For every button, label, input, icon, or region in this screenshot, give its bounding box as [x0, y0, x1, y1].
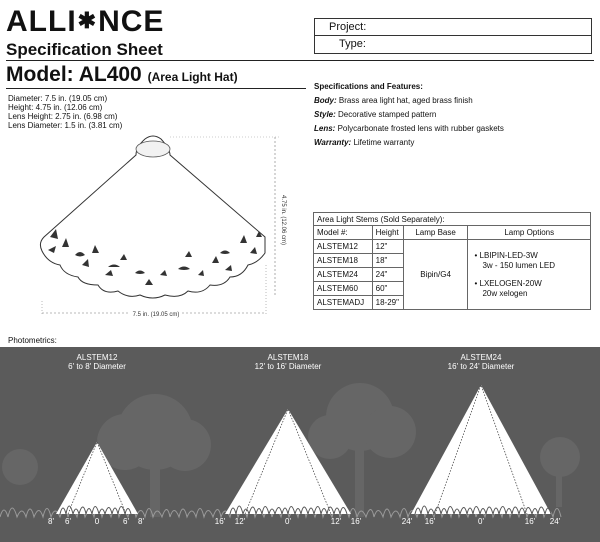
tick-label: 12' [234, 517, 246, 526]
table-row-height: 18-29" [372, 296, 403, 310]
photometrics-label: Photometrics: [8, 336, 57, 345]
specs-heading: Specifications and Features: [314, 82, 423, 91]
model-subtitle: (Area Light Hat) [147, 70, 238, 84]
lamp-option-name: LBIPIN-LED-3W [479, 250, 538, 260]
cone-diameter: 12' to 16' Diameter [254, 362, 322, 371]
cone-diameter: 6' to 8' Diameter [68, 362, 126, 371]
project-box [314, 18, 592, 54]
tick-label: 6' [123, 517, 129, 526]
tick-label: 8' [48, 517, 54, 526]
spec-text: Lifetime warranty [353, 138, 415, 147]
header-lamp-options: Lamp Options [468, 226, 591, 240]
lamp-top-cap [136, 141, 170, 157]
spec-label: Style: [314, 110, 336, 119]
table-row-model: ALSTEMADJ [314, 296, 373, 310]
spec-text: Decorative stamped pattern [338, 110, 437, 119]
brand-logo [6, 6, 164, 37]
tick-label: 12' [330, 517, 342, 526]
stems-table [313, 212, 591, 310]
cone-name: ALSTEM24 [460, 353, 502, 362]
dimension-diameter: Diameter: 7.5 in. (19.05 cm) [8, 94, 108, 103]
spec-label: Lens: [314, 124, 336, 133]
photometrics-scene [0, 347, 600, 542]
height-label: 4.75 in. (12.06 cm) [280, 194, 286, 246]
spec-label: Warranty: [314, 138, 352, 147]
logo-text-2: NCE [98, 5, 165, 38]
model-name: Model: AL400 [6, 63, 142, 86]
tick-label: 16' [350, 517, 362, 526]
header-height: Height [372, 226, 403, 240]
lamp-options-cell [468, 240, 591, 310]
cone-name: ALSTEM12 [76, 353, 118, 362]
lamp-option-name: LXELOGEN-20W [479, 278, 542, 288]
product-drawing [20, 125, 290, 325]
table-row-height: 24" [372, 268, 403, 282]
spec-lens [314, 122, 594, 136]
cone-title-2 [228, 353, 348, 371]
stems-table-caption: Area Light Stems (Sold Separately): [314, 213, 591, 226]
lamp-option: • LBIPIN-LED-3W [474, 250, 538, 260]
table-row-model: ALSTEM12 [314, 240, 373, 254]
spec-body [314, 94, 594, 108]
width-label: 7.5 in. (19.05 cm) [132, 312, 180, 318]
tick-label: 16' [524, 517, 536, 526]
specifications [314, 80, 594, 150]
type-field[interactable]: Type: [339, 38, 366, 50]
header-lamp-base: Lamp Base [403, 226, 468, 240]
table-row-model: ALSTEM18 [314, 254, 373, 268]
lamp-hat-outline [40, 136, 265, 298]
table-row-model: ALSTEM60 [314, 282, 373, 296]
tick-label: 16' [424, 517, 436, 526]
lamp-option-desc: 20w xelogen [482, 288, 528, 298]
cone-diameter: 16' to 24' Diameter [447, 362, 515, 371]
project-field[interactable]: Project: [315, 19, 591, 36]
logo-star-icon: ✱ [77, 8, 98, 33]
spec-text: Brass area light hat, aged brass finish [338, 96, 473, 105]
logo-text-1: ALLI [6, 5, 77, 38]
sheet-subtitle: Specification Sheet [6, 40, 163, 59]
spec-text: Polycarbonate frosted lens with rubber gaskets [337, 124, 504, 133]
tick-label: 24' [549, 517, 561, 526]
tick-label: 0' [478, 517, 484, 526]
cone-name: ALSTEM18 [267, 353, 309, 362]
tick-label: 24' [401, 517, 413, 526]
photometrics-panel [0, 347, 600, 542]
light-cone-3 [411, 385, 551, 514]
spec-label: Body: [314, 96, 337, 105]
tick-label: 0 [94, 517, 100, 526]
table-row-height: 18" [372, 254, 403, 268]
spec-style [314, 108, 594, 122]
model-underline [6, 88, 306, 89]
table-row-model: ALSTEM24 [314, 268, 373, 282]
tick-label: 8' [138, 517, 144, 526]
spec-warranty [314, 136, 594, 150]
model-title [6, 63, 238, 89]
cone-title-1 [37, 353, 157, 371]
lamp-base-cell: Bipin/G4 [403, 240, 468, 310]
header-model: Model #: [314, 226, 373, 240]
table-row-height: 12" [372, 240, 403, 254]
tick-label: 16' [214, 517, 226, 526]
lamp-option: • LXELOGEN-20W [474, 278, 542, 288]
cone-alstem24 [411, 385, 551, 514]
tick-label: 6' [65, 517, 71, 526]
dimension-lens-diameter: Lens Diameter: 1.5 in. (3.81 cm) [8, 121, 123, 130]
tick-label: 0' [285, 517, 291, 526]
cone-title-3 [421, 353, 541, 371]
table-row-height: 60" [372, 282, 403, 296]
dimension-lens-height: Lens Height: 2.75 in. (6.98 cm) [8, 112, 118, 121]
dimension-height: Height: 4.75 in. (12.06 cm) [8, 103, 103, 112]
lamp-option-desc: 3w - 150 lumen LED [482, 260, 555, 270]
header-divider [6, 60, 594, 61]
